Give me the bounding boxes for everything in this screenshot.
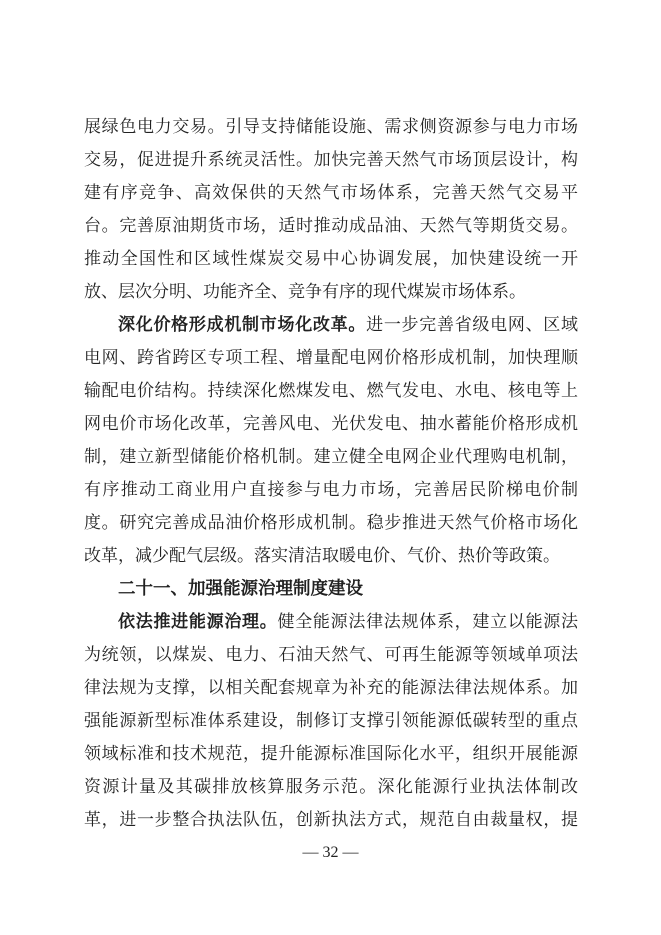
text-line (84, 605, 578, 638)
text-line: 输配电价结构。持续深化燃煤发电、燃气发电、水电、核电等上 (84, 381, 578, 400)
paragraph-market-trading (84, 110, 578, 308)
text-line: 交易，促进提升系统灵活性。加快完善天然气市场顶层设计，构 (84, 150, 578, 169)
text-line: 资源计量及其碳排放核算服务示范。深化能源行业执法体制改 (84, 777, 578, 796)
text-line: 律法规为支撑，以相关配套规章为补充的能源法律法规体系。加 (84, 678, 578, 697)
text-line: 展绿色电力交易。引导支持储能设施、需求侧资源参与电力市场 (84, 117, 578, 136)
text-line: 推动全国性和区域性煤炭交易中心协调发展，加快建设统一开 (84, 249, 578, 268)
text-segment: 进一步完善省级电网、区域 (366, 315, 579, 334)
text-line: 领域标准和技术规范，提升能源标准国际化水平，组织开展能源 (84, 744, 578, 763)
text-segment: 健全能源法律法规体系，建立以能源法 (277, 612, 579, 631)
text-line: 度。研究完善成品油价格形成机制。稳步推进天然气价格市场化 (84, 513, 578, 532)
text-line: 建有序竞争、高效保供的天然气市场体系，完善天然气交易平 (84, 183, 578, 202)
section-heading: 二十一、加强能源治理制度建设 (118, 578, 363, 598)
paragraph-lead-bold: 依法推进能源治理。 (118, 612, 278, 631)
text-line: 为统领，以煤炭、电力、石油天然气、可再生能源等领域单项法 (84, 645, 578, 664)
text-line: 革，进一步整合执法队伍，创新执法方式，规范自由裁量权，提 (84, 810, 578, 829)
text-line: 强能源新型标准体系建设，制修订支撑引领能源低碳转型的重点 (84, 711, 578, 730)
text-line: 放、层次分明、功能齐全、竞争有序的现代煤炭市场体系。 (84, 282, 526, 301)
text-line: 有序推动工商业用户直接参与电力市场，完善居民阶梯电价制 (84, 480, 578, 499)
text-line: 台。完善原油期货市场，适时推动成品油、天然气等期货交易。 (84, 216, 578, 235)
page-number: — 32 — (302, 844, 359, 861)
text-line: 电网、跨省跨区专项工程、增量配电网价格形成机制，加快理顺 (84, 348, 578, 367)
text-line: 网电价市场化改革，完善风电、光伏发电、抽水蓄能价格形成机 (84, 414, 578, 433)
text-line (84, 308, 578, 341)
text-line: 制，建立新型储能价格机制。建立健全电网企业代理购电机制， (84, 447, 578, 466)
text-line: 改革，减少配气层级。落实清洁取暖电价、气价、热价等政策。 (84, 546, 560, 565)
paragraph-energy-governance (84, 605, 578, 836)
paragraph-price-reform (84, 308, 578, 572)
document-body (84, 110, 578, 836)
paragraph-lead-bold: 深化价格形成机制市场化改革。 (118, 315, 367, 334)
